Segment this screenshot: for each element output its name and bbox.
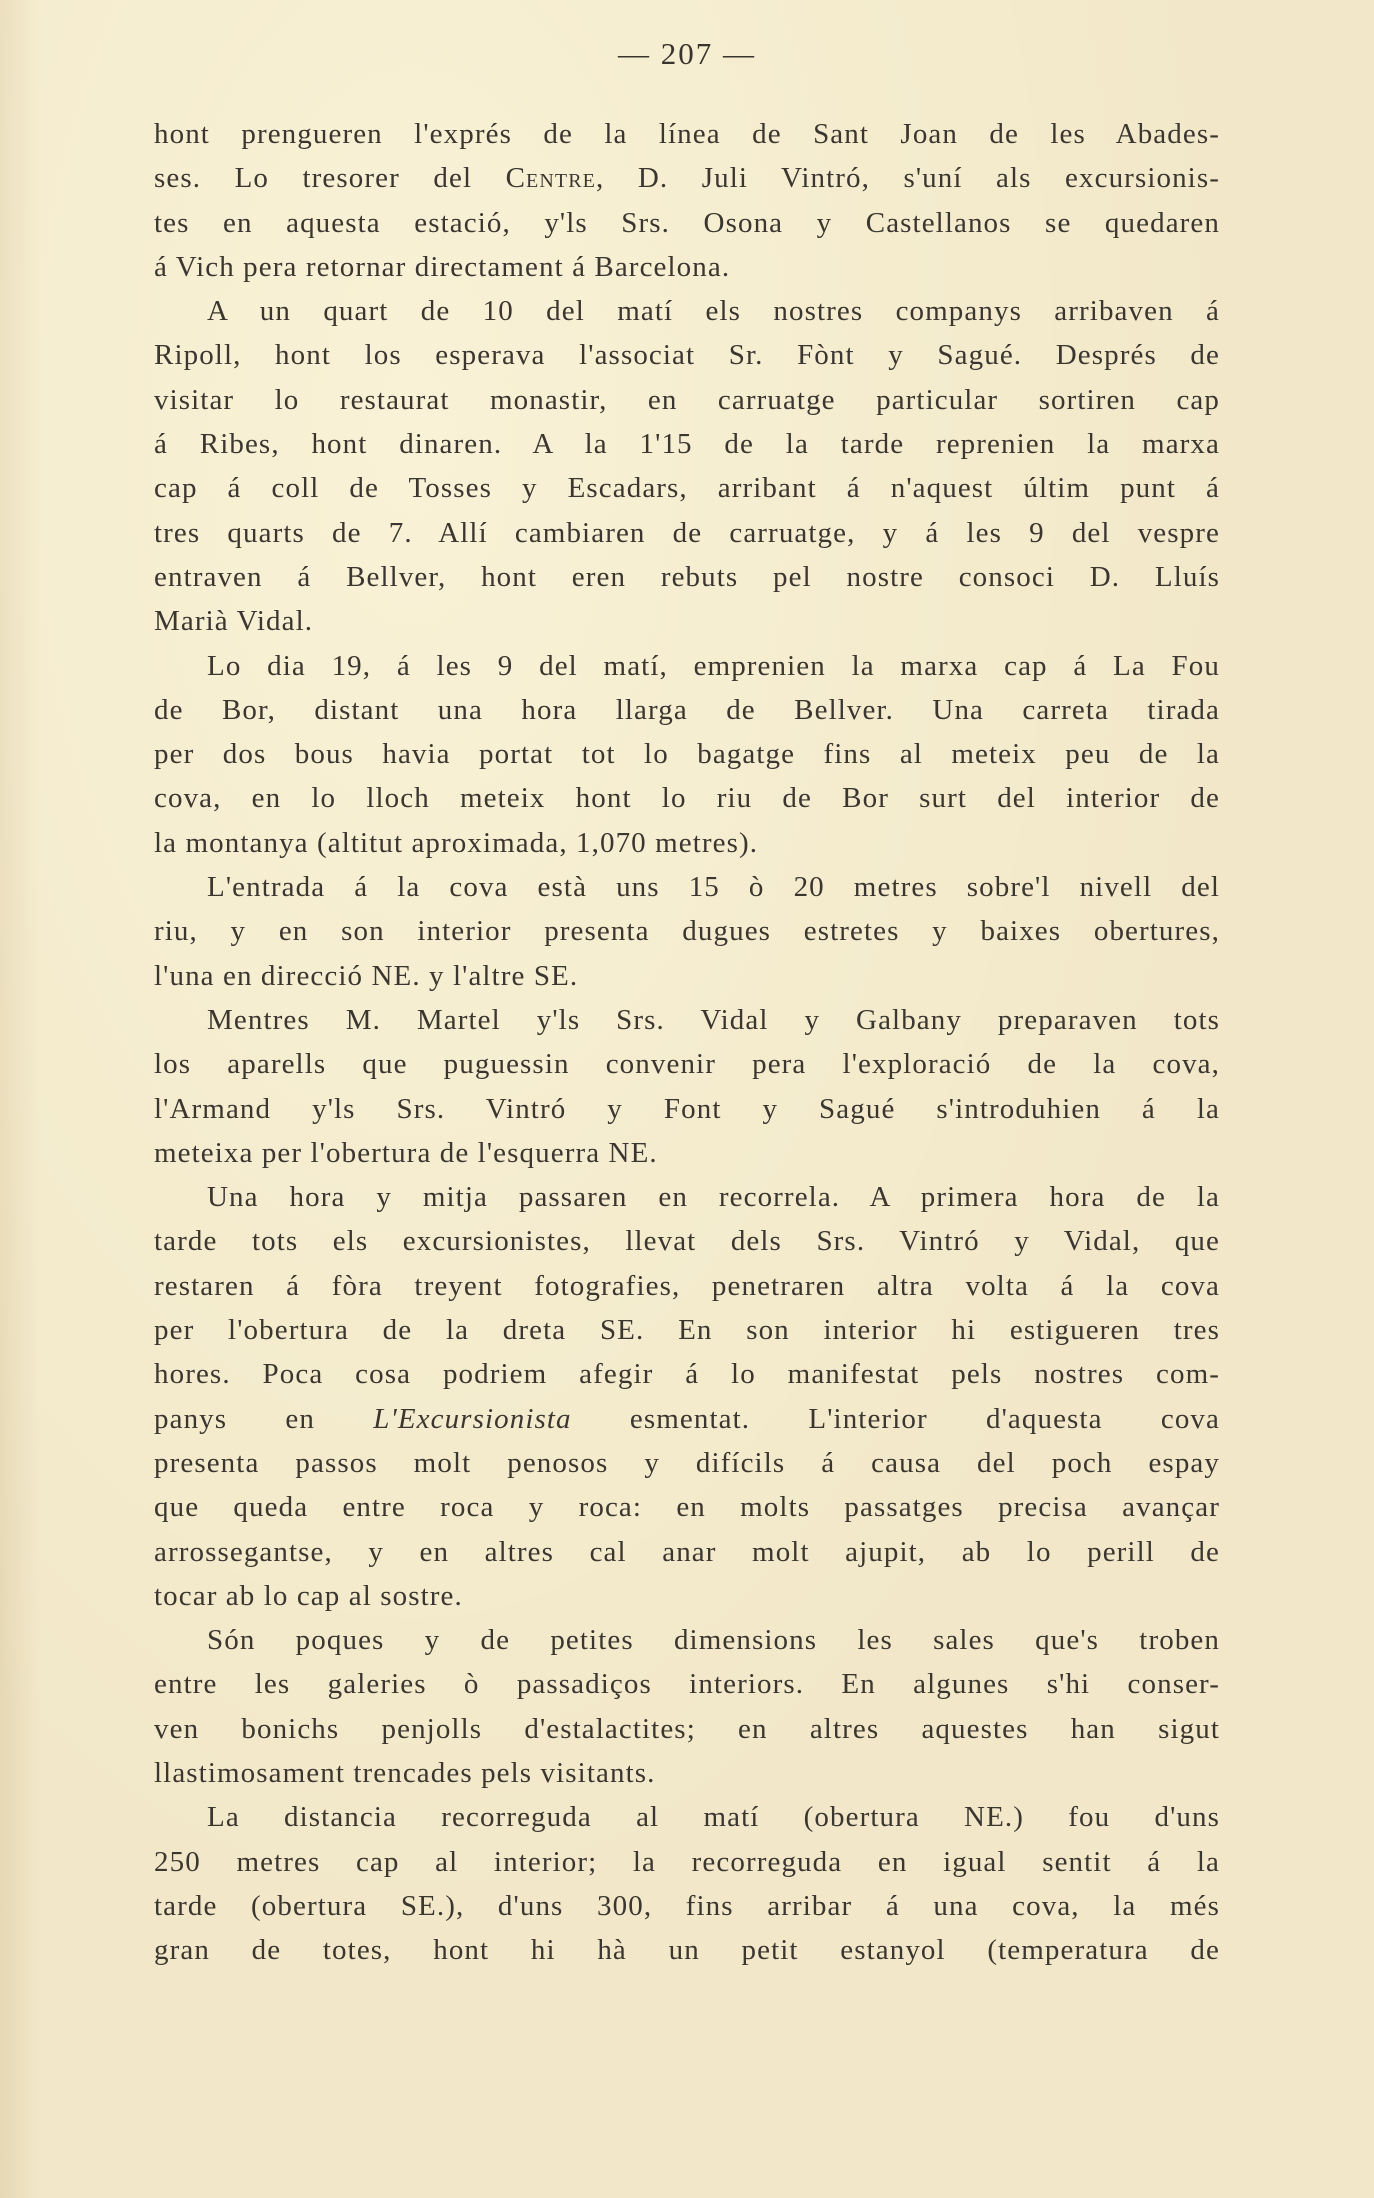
text-line: presenta passos molt penosos y difícils á causa del poch espay — [154, 1446, 1220, 1479]
text-line: los aparells que puguessin convenir pera l'exploració de la cova, — [154, 1048, 1220, 1081]
text-line: ven bonichs penjolls d'estalactites; en altres aquestes han sigut — [154, 1712, 1220, 1745]
text-line: que queda entre roca y roca: en molts passatges precisa avançar — [154, 1491, 1220, 1524]
text-line: Ripoll, hont los esperava l'associat Sr. Fònt y Sagué. Després de — [154, 339, 1220, 372]
text-line: restaren á fòra treyent fotografies, penetraren altra volta á la cova — [154, 1269, 1220, 1302]
text-line: tarde (obertura SE.), d'uns 300, fins arribar á una cova, la més — [154, 1889, 1220, 1922]
text-line: meteixa per l'obertura de l'esquerra NE. — [154, 1136, 658, 1169]
text-segment: panys en — [154, 1402, 374, 1435]
text-line: tes en aquesta estació, y'ls Srs. Osona y Castellanos se quedaren — [154, 206, 1220, 239]
text-line — [154, 1397, 1220, 1441]
text-line: tarde tots els excursionistes, llevat dels Srs. Vintró y Vidal, que — [154, 1225, 1220, 1258]
text-line: per l'obertura de la dreta SE. En son interior hi estigueren tres — [154, 1314, 1220, 1347]
text-line: Lo dia 19, á les 9 del matí, emprenien la marxa cap á La Fou — [207, 649, 1220, 682]
text-line: Mentres M. Martel y'ls Srs. Vidal y Galbany preparaven tots — [207, 1003, 1220, 1036]
italic-title: L'Excursionista — [373, 1402, 572, 1435]
text-line: llastimosament trencades pels visitants. — [154, 1756, 656, 1789]
text-line: per dos bous havia portat tot lo bagatge fins al meteix peu de la — [154, 738, 1220, 771]
text-line: La distancia recorreguda al matí (obertura NE.) fou d'uns — [207, 1801, 1220, 1834]
text-line: á Ribes, hont dinaren. A la 1'15 de la tarde reprenien la marxa — [154, 428, 1220, 461]
text-line: tres quarts de 7. Allí cambiaren de carruatge, y á les 9 del vespre — [154, 516, 1220, 549]
text-line: hont prengueren l'exprés de la línea de Sant Joan de les Abades- — [154, 118, 1220, 150]
body-text — [154, 112, 1220, 1972]
text-line: l'Armand y'ls Srs. Vintró y Font y Sagué s'introduhien á la — [154, 1092, 1220, 1125]
text-line: riu, y en son interior presenta dugues estretes y baixes obertures, — [154, 915, 1220, 948]
paragraph — [154, 998, 1220, 1175]
small-caps-text: Centre — [505, 162, 596, 195]
page-number: — 207 — — [618, 36, 756, 71]
text-segment: ses. Lo tresorer del — [154, 162, 506, 195]
text-line: entraven á Bellver, hont eren rebuts pel nostre consoci D. Lluís — [154, 560, 1220, 593]
text-line: de Bor, distant una hora llarga de Bellver. Una carreta tirada — [154, 693, 1220, 726]
text-line: Una hora y mitja passaren en recorrela. A primera hora de la — [207, 1181, 1220, 1214]
paragraph — [154, 112, 1220, 289]
paragraph — [154, 1618, 1220, 1795]
text-line: entre les galeries ò passadiços interiors. En algunes s'hi conser- — [154, 1668, 1220, 1701]
paragraph — [154, 289, 1220, 643]
text-line: L'entrada á la cova està uns 15 ò 20 metres sobre'l nivell del — [207, 871, 1220, 904]
text-line — [154, 156, 1220, 200]
text-line: la montanya (altitut aproximada, 1,070 metres). — [154, 826, 759, 859]
text-line: arrossegantse, y en altres cal anar molt ajupit, ab lo perill de — [154, 1535, 1220, 1568]
text-line: á Vich pera retornar directament á Barcelona. — [154, 250, 731, 283]
text-line: tocar ab lo cap al sostre. — [154, 1579, 463, 1612]
text-line: cap á coll de Tosses y Escadars, arribant á n'aquest últim punt á — [154, 472, 1220, 505]
paragraph — [154, 865, 1220, 998]
text-line: hores. Poca cosa podriem afegir á lo manifestat pels nostres com- — [154, 1358, 1220, 1391]
text-line: A un quart de 10 del matí els nostres companys arribaven á — [207, 295, 1220, 328]
text-line: visitar lo restaurat monastir, en carruatge particular sortiren cap — [154, 383, 1220, 416]
text-line: gran de totes, hont hi hà un petit estanyol (temperatura de — [154, 1934, 1220, 1967]
paragraph — [154, 1795, 1220, 1972]
text-line: cova, en lo lloch meteix hont lo riu de Bor surt del interior de — [154, 782, 1220, 815]
text-segment: esmentat. L'interior d'aquesta cova — [571, 1402, 1220, 1435]
paragraph — [154, 644, 1220, 865]
paragraph — [154, 1175, 1220, 1618]
text-line: Són poques y de petites dimensions les sales que's troben — [207, 1624, 1220, 1657]
text-segment: , D. Juli Vintró, s'uní als excursionis- — [596, 162, 1220, 195]
text-line: l'una en direcció NE. y l'altre SE. — [154, 959, 579, 992]
text-line: Marià Vidal. — [154, 605, 314, 638]
text-line: 250 metres cap al interior; la recorreguda en igual sentit á la — [154, 1845, 1220, 1878]
